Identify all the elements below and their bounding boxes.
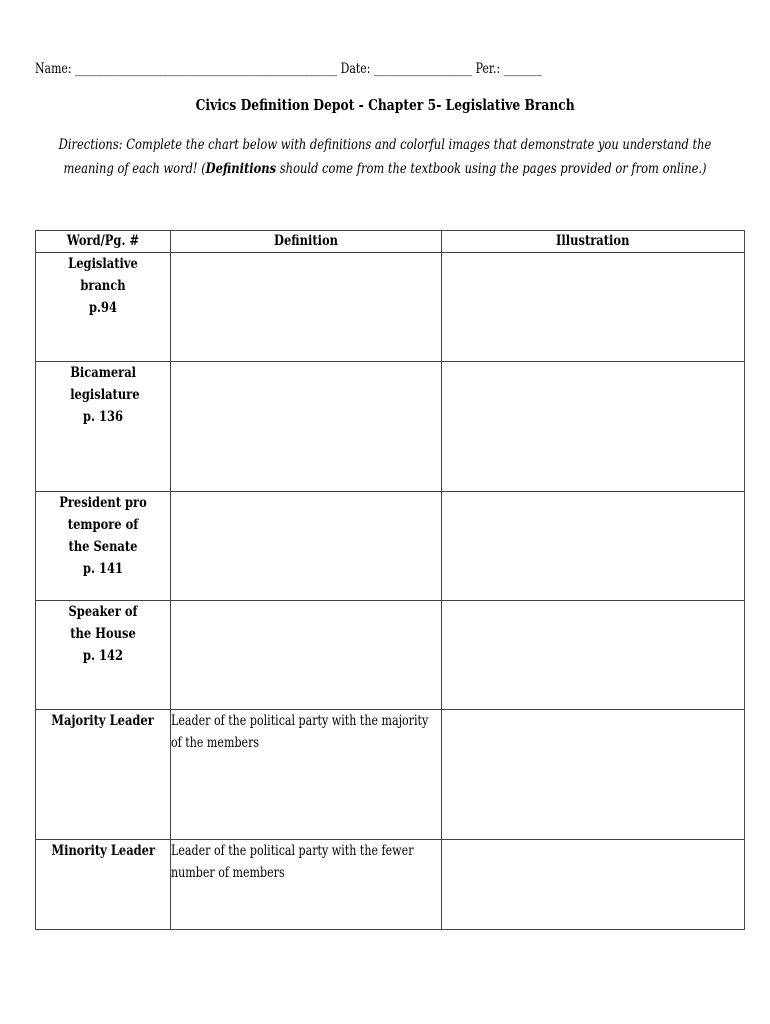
table-row: [36, 492, 745, 601]
illustration-cell[interactable]: [442, 710, 745, 840]
definition-cell[interactable]: Leader of the political party with the majority of the members: [171, 710, 442, 840]
directions: [40, 133, 730, 181]
word-text: Majority Leader: [51, 713, 155, 729]
vocabulary-table: [35, 230, 745, 930]
definition-cell[interactable]: Leader of the political party with the fewer number of members: [171, 840, 442, 930]
illustration-cell[interactable]: [442, 601, 745, 710]
page-ref: p. 142: [82, 648, 123, 664]
table-row: [36, 840, 745, 930]
word-cell: [36, 492, 171, 601]
word-text: President pro tempore of the Senate: [59, 495, 147, 555]
table-row: [36, 601, 745, 710]
name-date-period-line: Name: ________________________________________________ Date: __________________ Per.: _______: [35, 61, 542, 77]
table-row: [36, 253, 745, 362]
directions-part1: Directions: Complete the chart below with definitions and colorful images that demonstrate you understand the meaning of each word! (: [58, 137, 712, 177]
directions-bold: Definitions: [205, 161, 277, 177]
column-header-definition: Definition: [171, 231, 442, 253]
word-cell: [36, 710, 171, 840]
directions-part2: should come from the textbook using the pages provided or from online.): [276, 161, 707, 177]
word-cell: [36, 362, 171, 492]
word-text: Bicameral legislature: [70, 365, 140, 403]
document-title: [0, 96, 770, 114]
definition-cell[interactable]: [171, 492, 442, 601]
page-ref: p. 136: [82, 409, 123, 425]
word-text: Minority Leader: [51, 843, 155, 859]
word-text: Speaker of the House: [68, 604, 138, 642]
column-header-illustration: Illustration: [442, 231, 745, 253]
illustration-cell[interactable]: [442, 362, 745, 492]
column-header-word: Word/Pg. #: [36, 231, 171, 253]
definition-cell[interactable]: [171, 253, 442, 362]
word-cell: [36, 840, 171, 930]
word-text: Legislative branch: [68, 256, 138, 294]
page-ref: p. 141: [82, 561, 123, 577]
table-row: [36, 362, 745, 492]
page-ref: p.94: [88, 300, 118, 316]
illustration-cell[interactable]: [442, 253, 745, 362]
word-cell: [36, 253, 171, 362]
definition-cell[interactable]: [171, 601, 442, 710]
illustration-cell[interactable]: [442, 492, 745, 601]
directions-text: [41, 133, 730, 181]
word-cell: [36, 601, 171, 710]
illustration-cell[interactable]: [442, 840, 745, 930]
definition-cell[interactable]: [171, 362, 442, 492]
document-title-text: Civics Definition Depot - Chapter 5- Legislative Branch: [195, 96, 575, 114]
table-header-row: [36, 231, 745, 253]
table-row: [36, 710, 745, 840]
